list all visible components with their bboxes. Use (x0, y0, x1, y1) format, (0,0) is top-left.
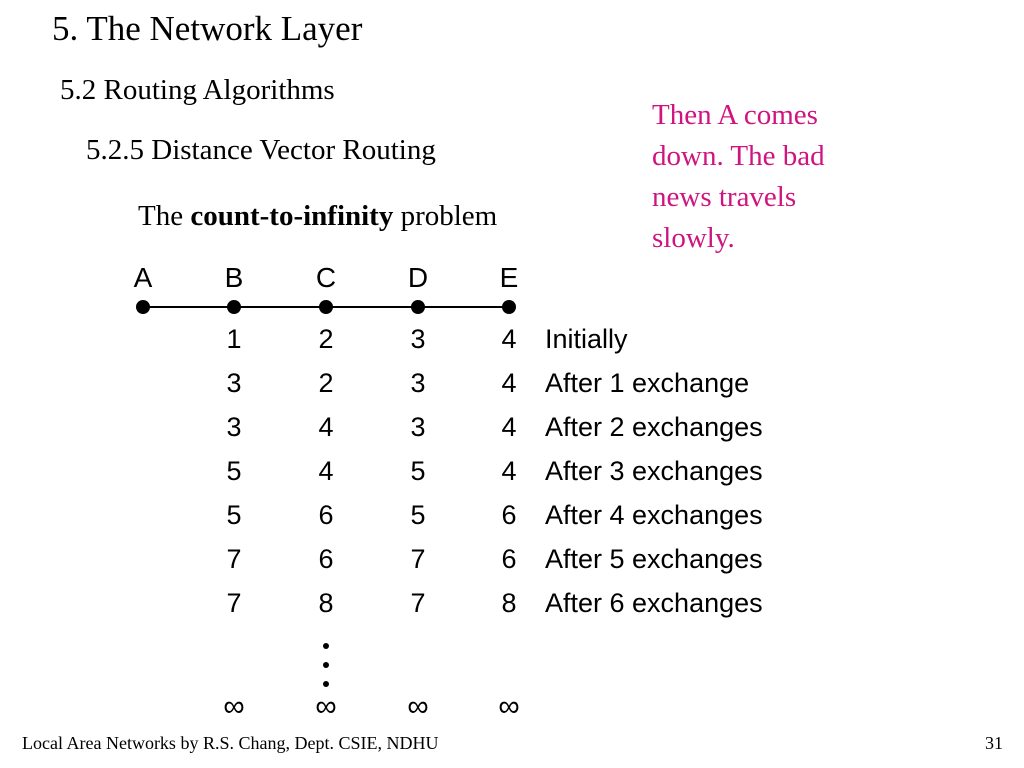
exchange-label: After 3 exchanges (545, 456, 763, 486)
exchange-label: After 2 exchanges (545, 412, 763, 442)
footer-text: Local Area Networks by R.S. Chang, Dept. CSIE, NDHU (22, 733, 439, 753)
distance-cell: 3 (410, 412, 426, 442)
node-label-b: B (224, 262, 244, 293)
distance-cell: 4 (318, 412, 334, 442)
distance-cell: 4 (318, 456, 334, 486)
distance-cell: 7 (226, 544, 242, 574)
node-label-d: D (407, 262, 429, 293)
subtitle-prefix: The (138, 200, 191, 232)
node-label-a: A (133, 262, 153, 293)
infinity-cell: ∞ (407, 690, 429, 723)
exchange-label: After 6 exchanges (545, 588, 763, 618)
figure-subtitle (138, 200, 497, 233)
exchange-label: After 4 exchanges (545, 500, 763, 530)
node-label-e: E (499, 262, 519, 293)
exchange-label: After 1 exchange (545, 368, 750, 398)
distance-cell: 5 (226, 456, 242, 486)
distance-cell: 3 (410, 368, 426, 398)
subtitle-bold: count-to-infinity (190, 200, 394, 232)
distance-cell: 3 (226, 412, 242, 442)
side-note: Then A comes down. The bad news travels slowly. (652, 99, 825, 254)
exchange-label: Initially (545, 324, 628, 354)
distance-cell: 3 (226, 368, 242, 398)
continuation-dots (314, 640, 338, 690)
distance-cell: 8 (318, 588, 334, 618)
distance-cell: 4 (501, 412, 517, 442)
distance-cell: 6 (501, 500, 517, 530)
subsection-heading: 5.2.5 Distance Vector Routing (86, 134, 436, 166)
section-heading: 5.2 Routing Algorithms (60, 74, 335, 106)
infinity-cell: ∞ (498, 690, 520, 723)
node-dot-a (136, 300, 150, 314)
distance-cell: 7 (226, 588, 242, 618)
distance-cell: 5 (410, 456, 426, 486)
node-dot-b (227, 300, 241, 314)
node-dot-d (411, 300, 425, 314)
distance-cell: 2 (318, 368, 334, 398)
page-number: 31 (985, 733, 1003, 753)
distance-cell: 8 (501, 588, 517, 618)
infinity-cell: ∞ (315, 690, 337, 723)
node-dot-c (319, 300, 333, 314)
infinity-cell: ∞ (223, 690, 245, 723)
distance-cell: 7 (410, 588, 426, 618)
distance-cell: 7 (410, 544, 426, 574)
distance-cell: 6 (318, 500, 334, 530)
distance-cell: 3 (410, 324, 426, 354)
exchange-label: After 5 exchanges (545, 544, 763, 574)
slide-title: 5. The Network Layer (52, 9, 363, 48)
distance-cell: 6 (318, 544, 334, 574)
distance-cell: 1 (226, 324, 242, 354)
distance-cell: 4 (501, 324, 517, 354)
distance-cell: 5 (410, 500, 426, 530)
subtitle-suffix: problem (393, 200, 498, 232)
node-dot-e (502, 300, 516, 314)
distance-cell: 6 (501, 544, 517, 574)
distance-cell: 2 (318, 324, 334, 354)
distance-cell: 5 (226, 500, 242, 530)
node-label-c: C (315, 262, 337, 293)
distance-cell: 4 (501, 368, 517, 398)
distance-cell: 4 (501, 456, 517, 486)
